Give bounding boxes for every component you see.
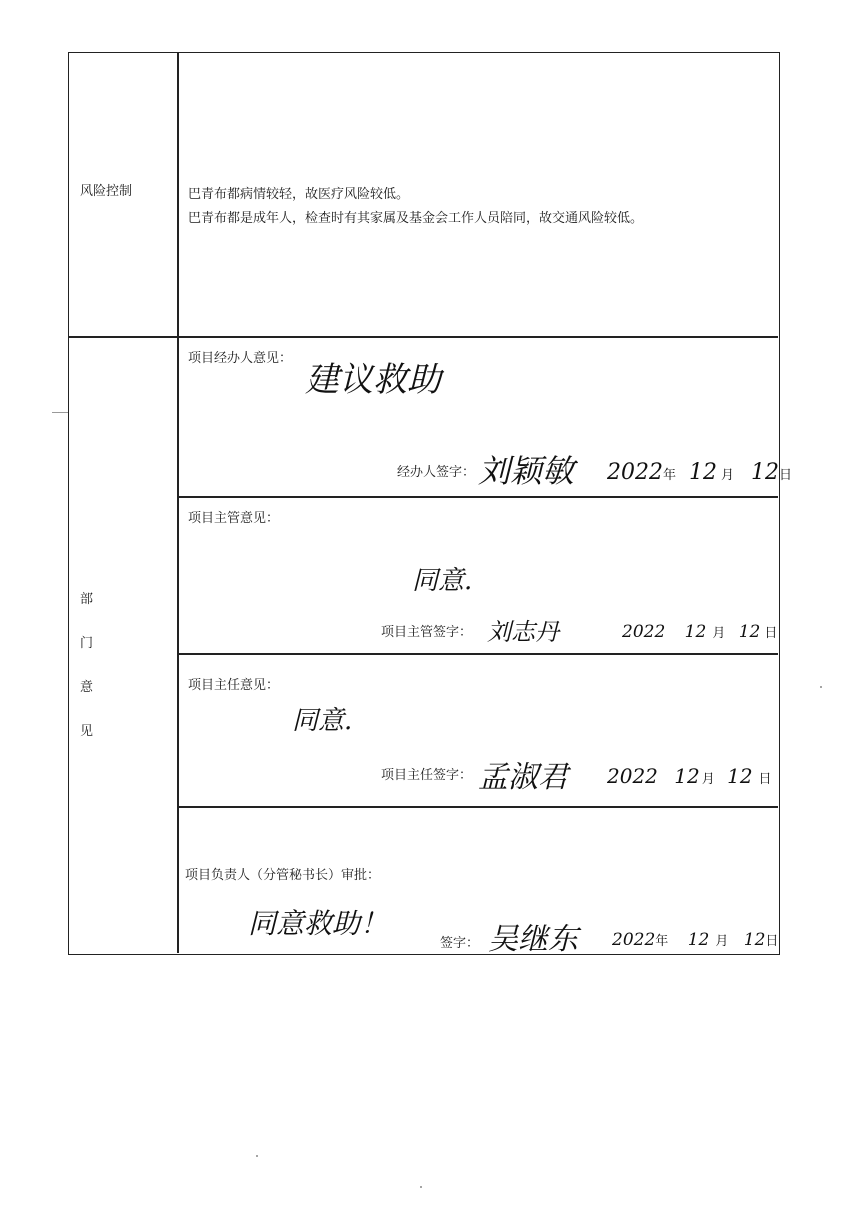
- supervisor-opinion: 同意.: [412, 566, 473, 596]
- handler-month: 12: [689, 460, 718, 485]
- leader-month: 12: [687, 930, 710, 950]
- handler-signature: 刘颖敏: [478, 452, 575, 490]
- leader-year: 2022: [612, 930, 656, 950]
- risk-control-line-1: 巴青布都病情较轻，故医疗风险较低。: [188, 187, 410, 202]
- director-opinion: 同意.: [292, 706, 353, 736]
- leader-opinion: 同意救助！: [248, 907, 389, 940]
- leader-date: [612, 930, 778, 950]
- row-divider-handler: [177, 496, 778, 498]
- supervisor-signature: 刘志丹: [487, 618, 559, 646]
- column-divider: [177, 53, 179, 953]
- scan-speck: [420, 1186, 422, 1188]
- handler-year: 2022: [607, 460, 663, 485]
- risk-control-label: 风险控制: [80, 184, 133, 199]
- supervisor-year: 2022: [622, 622, 666, 642]
- director-month: 12: [674, 764, 700, 788]
- director-heading: 项目主任意见：: [188, 678, 280, 693]
- leader-sign-label: 签字：: [440, 936, 480, 951]
- handler-year-unit: 年: [663, 468, 677, 483]
- leader-year-unit: 年: [655, 934, 669, 949]
- dept-label-char-2: 门: [80, 636, 94, 651]
- supervisor-sign-label: 项目主管签字：: [381, 625, 473, 640]
- supervisor-day-unit: 日: [764, 626, 778, 641]
- director-sign-label: 项目主任签字：: [381, 768, 473, 783]
- dept-label-char-4: 见: [80, 724, 94, 739]
- supervisor-month: 12: [684, 622, 707, 642]
- leader-heading: 项目负责人（分管秘书长）审批：: [185, 868, 381, 883]
- handler-sign-label: 经办人签字：: [397, 465, 476, 480]
- scan-speck: [820, 686, 822, 688]
- supervisor-heading: 项目主管意见：: [188, 511, 280, 526]
- row-divider-risk: [69, 336, 778, 338]
- handler-heading: 项目经办人意见：: [188, 351, 293, 366]
- director-day-unit: 日: [758, 772, 772, 787]
- handler-day-unit: 日: [779, 468, 793, 483]
- supervisor-day: 12: [738, 622, 761, 642]
- risk-control-line-2: 巴青布都是成年人，检查时有其家属及基金会工作人员陪同，故交通风险较低。: [188, 211, 644, 226]
- director-day: 12: [727, 764, 753, 788]
- handler-month-unit: 月: [721, 468, 735, 483]
- dept-opinion-label: [80, 591, 100, 741]
- scan-speck: [256, 1155, 258, 1157]
- director-signature: 孟淑君: [478, 760, 568, 795]
- row-divider-supervisor: [177, 653, 778, 655]
- handler-opinion: 建议救助: [305, 360, 441, 400]
- director-year: 2022: [607, 764, 658, 788]
- approval-form-table: [68, 52, 780, 955]
- leader-day-unit: 日: [765, 934, 779, 949]
- director-date: [607, 764, 772, 788]
- handler-day: 12: [751, 460, 780, 485]
- leader-day: 12: [743, 930, 766, 950]
- scan-mark: [52, 412, 68, 413]
- supervisor-month-unit: 月: [712, 626, 726, 641]
- supervisor-date: [622, 622, 777, 642]
- row-divider-director: [177, 806, 778, 808]
- dept-label-char-3: 意: [80, 680, 94, 695]
- leader-month-unit: 月: [715, 934, 729, 949]
- director-month-unit: 月: [701, 772, 715, 787]
- handler-date: [607, 460, 792, 485]
- dept-label-char-1: 部: [80, 592, 94, 607]
- leader-signature: 吴继东: [488, 922, 578, 957]
